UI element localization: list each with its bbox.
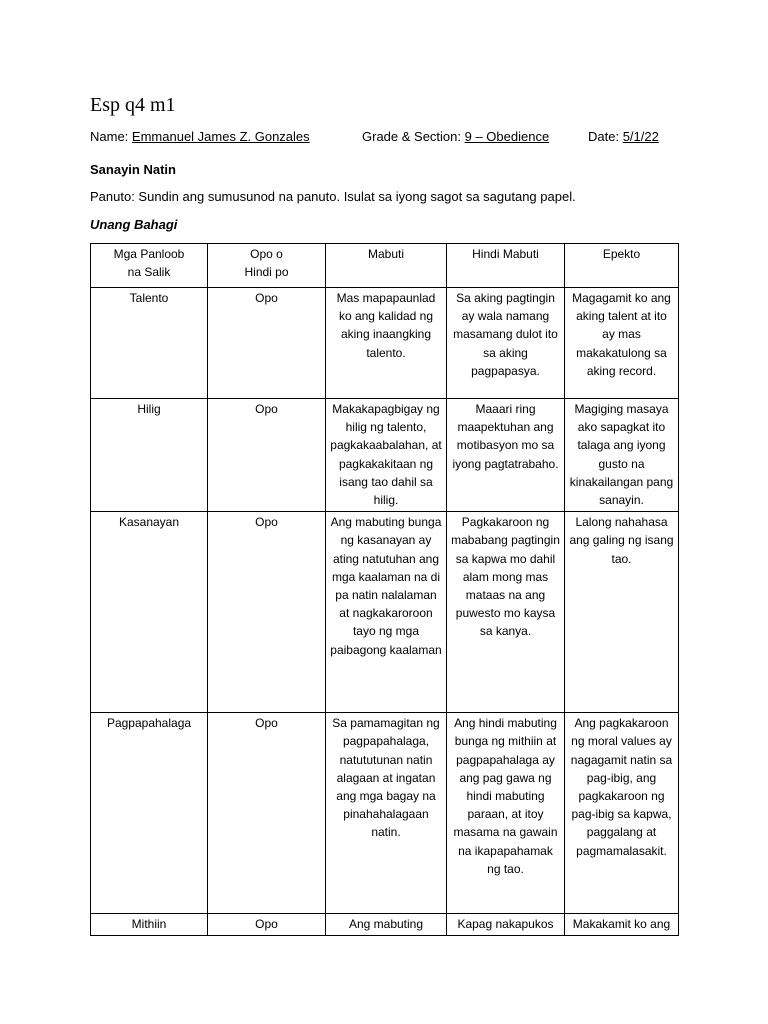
name-value: Emmanuel James Z. Gonzales: [131, 129, 310, 144]
table-cell: Sa pamamagitan ng pagpapahalaga, natututunan natin alagaan at ingatan ang mga bagay na pinahahalagaan natin.: [326, 713, 447, 914]
table-cell: Makakapagbigay ng hilig ng talento, pagkakaabalahan, at pagkakakitaan ng isang tao dahil sa hilig.: [326, 399, 447, 512]
part-title: Unang Bahagi: [90, 217, 178, 232]
grade-label: Grade & Section:: [362, 129, 461, 144]
table-cell: Mithiin: [91, 914, 208, 936]
header-mabuti: Mabuti: [326, 244, 447, 288]
table-row: [91, 713, 679, 914]
header-panloob: Mga Panloob na Salik: [91, 244, 208, 288]
table-cell: Mas mapapaunlad ko ang kalidad ng aking inaangking talento.: [326, 288, 447, 399]
table-cell: Opo: [208, 512, 326, 713]
table-cell: Magagamit ko ang aking talent at ito ay mas makakatulong sa aking record.: [565, 288, 679, 399]
header-opo: Opo o Hindi po: [208, 244, 326, 288]
table-row: [91, 399, 679, 512]
table-cell: Ang mabuting: [326, 914, 447, 936]
table-cell: Opo: [208, 288, 326, 399]
table-row: [91, 512, 679, 713]
header-epekto: Epekto: [565, 244, 679, 288]
table-cell: Pagpapahalaga: [91, 713, 208, 914]
section-title: Sanayin Natin: [90, 162, 176, 177]
name-label: Name:: [90, 129, 129, 144]
grade-value: 9 – Obedience: [464, 129, 550, 144]
table-header-row: [91, 244, 679, 288]
table-row: [91, 914, 679, 936]
table-cell: Ang pagkakaroon ng moral values ay nagagamit natin sa pag-ibig, ang pagkakaroon ng pag-ibig sa kapwa, paggalang at pagmamalasakit.: [565, 713, 679, 914]
table-cell: Makakamit ko ang: [565, 914, 679, 936]
table-row: [91, 288, 679, 399]
table-cell: Maaari ring maapektuhan ang motibasyon mo sa iyong pagtatrabaho.: [447, 399, 565, 512]
date-value: 5/1/22: [622, 129, 659, 144]
table-cell: Opo: [208, 914, 326, 936]
table-cell: Talento: [91, 288, 208, 399]
date-label: Date:: [588, 129, 620, 144]
table-cell: Ang hindi mabuting bunga ng mithiin at pagpapahalaga ay ang pag gawa ng hindi mabuting paraan, at itoy masama na gawain na ikapapahamak ng tao.: [447, 713, 565, 914]
header-hindi-mabuti: Hindi Mabuti: [447, 244, 565, 288]
table-cell: Lalong nahahasa ang galing ng isang tao.: [565, 512, 679, 713]
table-cell: Sa aking pagtingin ay wala namang masamang dulot ito sa aking pagpapasya.: [447, 288, 565, 399]
table-cell: Ang mabuting bunga ng kasanayan ay ating natutuhan ang mga kaalaman na di pa natin nalalaman at nagkakaroroon tayo ng mga paibagong kaalaman: [326, 512, 447, 713]
answer-table: [90, 243, 679, 936]
table-cell: Magiging masaya ako sapagkat ito talaga ang iyong gusto na kinakailangan pang sanayin.: [565, 399, 679, 512]
grade-field: [362, 129, 549, 144]
instructions: Panuto: Sundin ang sumusunod na panuto. Isulat sa iyong sagot sa sagutang papel.: [90, 189, 576, 204]
document-title: Esp q4 m1: [90, 94, 176, 116]
name-field: [90, 129, 310, 144]
table-cell: Pagkakaroon ng mababang pagtingin sa kapwa mo dahil alam mong mas mataas na ang puwesto mo kaysa sa kanya.: [447, 512, 565, 713]
date-field: [588, 129, 659, 144]
table-cell: Kapag nakapukos: [447, 914, 565, 936]
table-cell: Kasanayan: [91, 512, 208, 713]
table-cell: Opo: [208, 399, 326, 512]
table-cell: Hilig: [91, 399, 208, 512]
table-cell: Opo: [208, 713, 326, 914]
